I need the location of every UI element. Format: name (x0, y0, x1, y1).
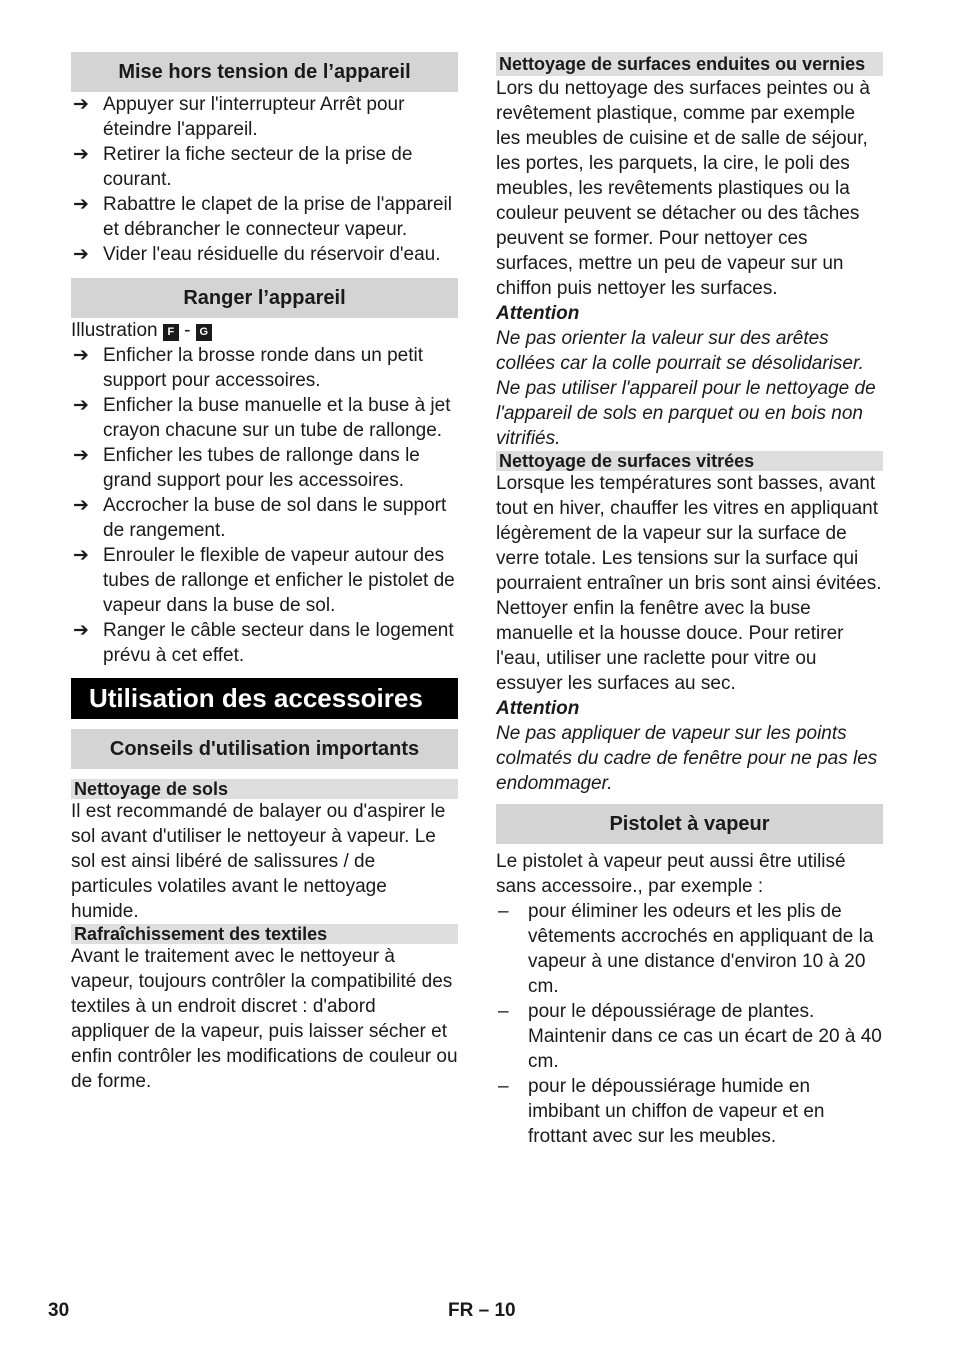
steam-gun-uses (496, 899, 883, 1149)
right-column (496, 52, 883, 1149)
subheading-coated-surfaces: Nettoyage de surfaces enduites ou vernies (496, 52, 883, 76)
attention-label: Attention (496, 303, 580, 324)
list-item: ➔ Enficher les tubes de rallonge dans le grand support pour les accessoires. (73, 445, 420, 491)
arrow-icon: ➔ (73, 194, 89, 215)
page-number: 30 (48, 1300, 70, 1321)
list-item: ➔ Enficher la brosse ronde dans un petit support pour accessoires. (73, 345, 424, 391)
coated-text: Lors du nettoyage des surfaces peintes ou à revêtement plastique, comme par exemple les meubles de cuisine et de salle de séjour, les portes, les parquets, la cire, le poli des meubles, les revêtements plastiques ou la couleur peuvent se détacher ou des tâches peuvent se former. Pour nettoyer ces surfaces, mettre un peu de vapeur sur un chiffon puis nettoyer les surfaces. (496, 78, 870, 299)
chapter-title: Utilisation des accessoires (71, 678, 458, 719)
arrow-icon: ➔ (73, 395, 89, 416)
heading-store-device: Ranger l’appareil (71, 278, 458, 318)
arrow-icon: ➔ (73, 345, 89, 366)
dash-bullet-icon: – (498, 1076, 509, 1097)
list-item: ➔ Accrocher la buse de sol dans le support de rangement. (73, 495, 447, 541)
left-column (71, 52, 458, 1094)
section-reference: FR – 10 (448, 1300, 516, 1321)
dash-bullet-icon: – (498, 1001, 509, 1022)
arrow-icon: ➔ (73, 620, 89, 641)
subheading-textiles: Rafraîchissement des textiles (71, 924, 458, 944)
heading-usage-tips: Conseils d'utilisation importants (71, 729, 458, 769)
list-item: ➔ Ranger le câble secteur dans le logement prévu à cet effet. (73, 620, 454, 666)
illustration-ref: Illustration F - G (71, 318, 458, 343)
list-item: – pour le dépoussiérage humide en imbibant un chiffon de vapeur et en frottant avec sur les meubles. (498, 1076, 825, 1147)
list-item: ➔ Enficher la buse manuelle et la buse à jet crayon chacune sur un tube de rallonge. (73, 395, 451, 441)
arrow-icon: ➔ (73, 445, 89, 466)
figure-letter-badge: G (196, 324, 212, 341)
store-steps (71, 343, 458, 668)
arrow-icon: ➔ (73, 144, 89, 165)
textiles-text: Avant le traitement avec le nettoyeur à vapeur, toujours contrôler la compatibilité des textiles à un endroit discret : d'abord appliquer de la vapeur, puis laisser sécher et enfin contrôler les modifications de couleur ou de forme. (71, 946, 458, 1092)
power-off-steps (71, 92, 458, 267)
glass-text-2: Nettoyer enfin la fenêtre avec la buse manuelle et la housse douce. Pour retirer l'eau, utiliser une raclette pour vitre ou essuyer les surfaces au sec. (496, 598, 844, 694)
dash-bullet-icon: – (498, 901, 509, 922)
attention-text: Ne pas orienter la valeur sur des arêtes collées car la colle pourrait se désolidariser. Ne pas utiliser l'appareil pour le nettoyage de l'appareil de sols en parquet ou en bois non vitrifiés. (496, 328, 876, 449)
list-item: – pour le dépoussiérage de plantes. Maintenir dans ce cas un écart de 20 à 40 cm. (498, 1001, 882, 1072)
heading-power-off: Mise hors tension de l’appareil (71, 52, 458, 92)
arrow-icon: ➔ (73, 94, 89, 115)
subheading-floors: Nettoyage de sols (71, 779, 458, 799)
steam-gun-intro: Le pistolet à vapeur peut aussi être utilisé sans accessoire., par exemple : (496, 851, 846, 897)
list-item: ➔ Rabattre le clapet de la prise de l'appareil et débrancher le connecteur vapeur. (73, 194, 453, 240)
subheading-glass-surfaces: Nettoyage de surfaces vitrées (496, 451, 883, 471)
figure-letter-badge: F (163, 324, 179, 341)
heading-steam-gun: Pistolet à vapeur (496, 804, 883, 844)
arrow-icon: ➔ (73, 244, 89, 265)
list-item: ➔ Vider l'eau résiduelle du réservoir d'eau. (73, 244, 441, 265)
attention-label: Attention (496, 698, 580, 719)
list-item: ➔ Appuyer sur l'interrupteur Arrêt pour éteindre l'appareil. (73, 94, 405, 140)
floors-text: Il est recommandé de balayer ou d'aspirer le sol avant d'utiliser le nettoyeur à vapeur. Le sol est ainsi libéré de salissures / de particules volatiles avant le nettoyage humide. (71, 801, 446, 922)
list-item: ➔ Retirer la fiche secteur de la prise de courant. (73, 144, 413, 190)
list-item: – pour éliminer les odeurs et les plis de vêtements accrochés en appliquant de la vapeur à une distance d'environ 10 à 20 cm. (498, 901, 874, 997)
arrow-icon: ➔ (73, 495, 89, 516)
glass-text-1: Lorsque les températures sont basses, avant tout en hiver, chauffer les vitres en appliquant légèrement de la vapeur sur la surface de verre totale. Les tensions sur la surface qui pourraient entraîner un bris sont ainsi évitées. (496, 473, 882, 594)
arrow-icon: ➔ (73, 545, 89, 566)
attention-text: Ne pas appliquer de vapeur sur les points colmatés du cadre de fenêtre pour ne pas les endommager. (496, 723, 878, 794)
list-item: ➔ Enrouler le flexible de vapeur autour des tubes de rallonge et enficher le pistolet de vapeur dans la buse de sol. (73, 545, 455, 616)
